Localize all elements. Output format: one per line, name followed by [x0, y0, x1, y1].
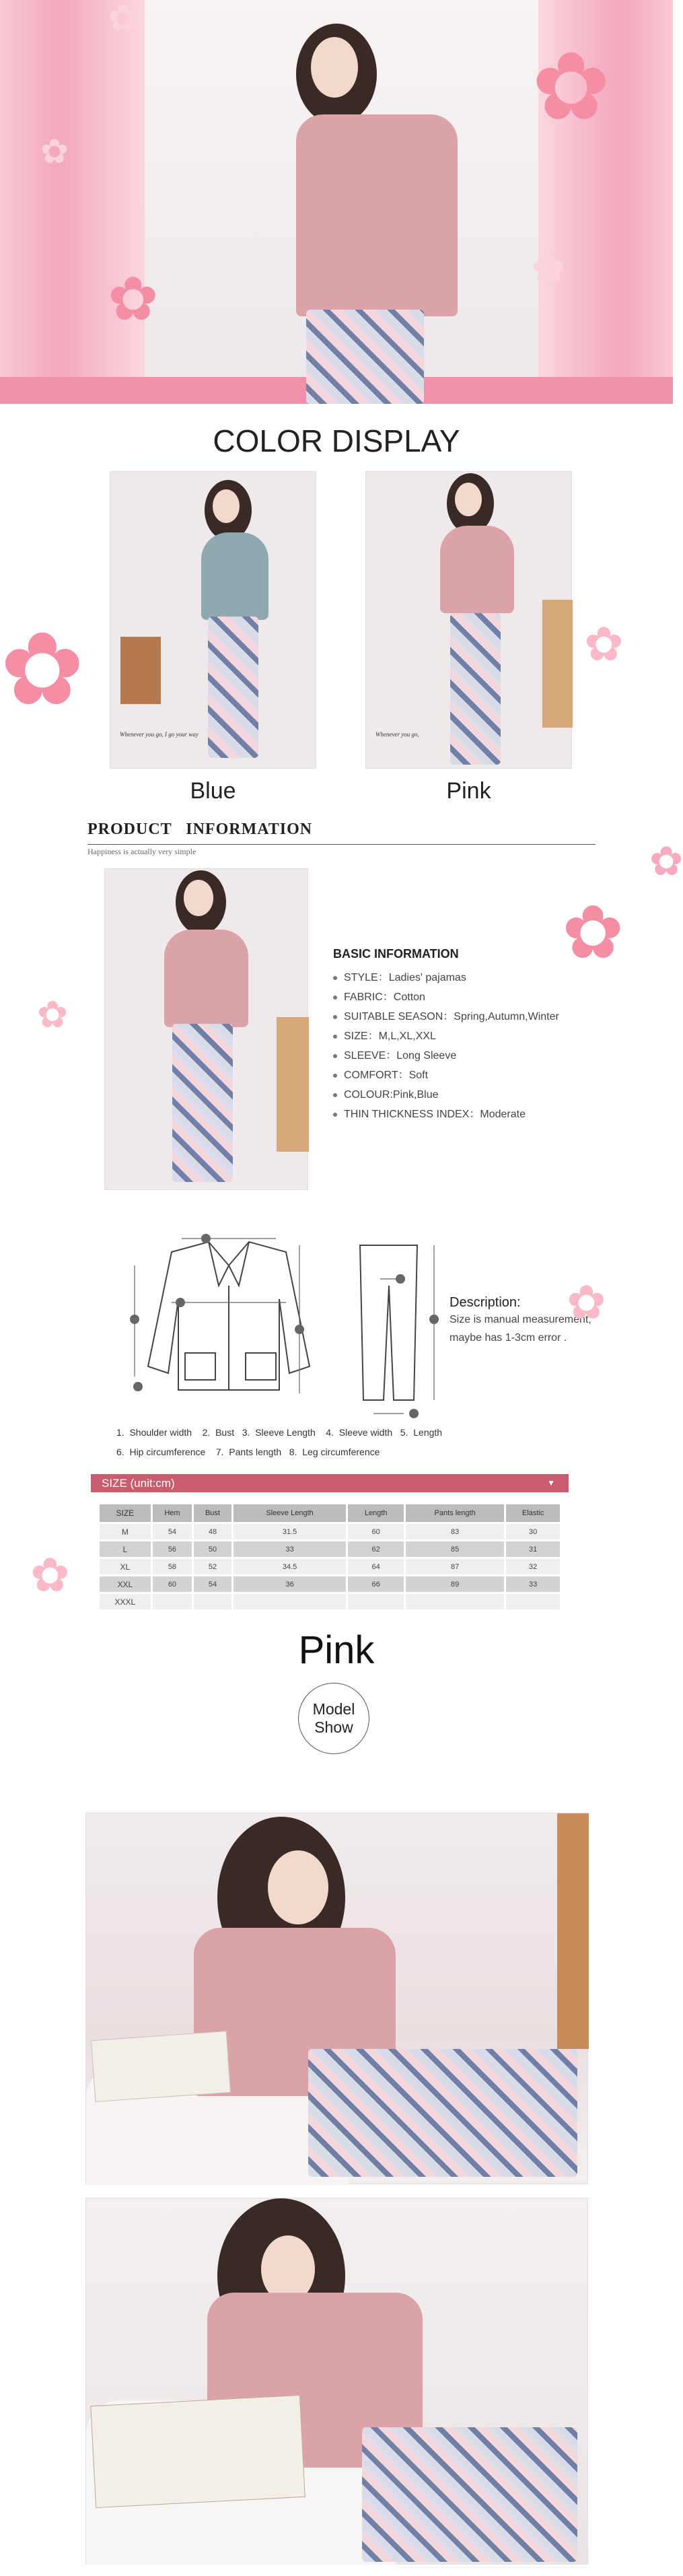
table-cell: 52 [194, 1559, 231, 1574]
product-info-subtitle: Happiness is actually very simple [87, 847, 196, 856]
table-row [100, 1594, 560, 1609]
flower-icon: ✿ [532, 246, 566, 293]
hero-banner [0, 0, 673, 404]
table-cell [506, 1594, 560, 1609]
table-row [100, 1541, 560, 1557]
dresser [277, 1017, 309, 1152]
table-cell: 83 [406, 1524, 504, 1539]
table-cell: 33 [506, 1576, 560, 1592]
measurement-legend: 1. Shoulder width 2. Bust 3. Sleeve Length 4. Sleeve width 5. Length [116, 1427, 443, 1438]
model-face [268, 1850, 328, 1924]
table-cell: M [100, 1524, 151, 1539]
info-text: THIN THICKNESS INDEX：Moderate [344, 1109, 526, 1120]
description-title: Description: [450, 1295, 521, 1310]
table-cell [194, 1594, 231, 1609]
table-cell [233, 1594, 347, 1609]
info-row [333, 1007, 575, 1026]
side-table [120, 637, 161, 704]
hero-model-face [311, 37, 358, 98]
table-cell: 31.5 [233, 1524, 347, 1539]
flower-icon: ✿ [0, 611, 85, 728]
flower-icon: ✿ [108, 0, 139, 40]
bullet-icon [333, 1054, 337, 1058]
pink-variant-photo [365, 471, 572, 769]
size-table-bar [91, 1474, 569, 1492]
table-cell: XL [100, 1559, 151, 1574]
bullet-icon [333, 1093, 337, 1097]
flower-icon: ✿ [562, 889, 624, 975]
flower-icon: ✿ [567, 1275, 606, 1330]
product-photo [104, 868, 308, 1190]
bullet-icon [333, 1074, 337, 1078]
flower-icon: ✿ [532, 32, 611, 142]
bullet-icon [333, 1113, 337, 1117]
table-cell: 85 [406, 1541, 504, 1557]
basic-info-list [333, 947, 575, 1124]
hero-model-pants [306, 310, 424, 404]
bullet-icon [333, 1015, 337, 1019]
model-photo-1 [85, 1813, 588, 2184]
description-line: Size is manual measurement, [450, 1314, 591, 1325]
info-text: FABRIC：Cotton [344, 991, 425, 1003]
table-cell: 30 [506, 1524, 560, 1539]
badge-line: Show [314, 1718, 353, 1736]
measurement-diagram [108, 1185, 458, 1427]
table-cell: 50 [194, 1541, 231, 1557]
table-cell: 33 [233, 1541, 347, 1557]
table-cell: 58 [153, 1559, 192, 1574]
table-header-row [100, 1504, 560, 1522]
badge-line: Model [312, 1700, 355, 1718]
table-cell: 87 [406, 1559, 504, 1574]
table-cell: 66 [348, 1576, 404, 1592]
blue-top [201, 532, 268, 620]
table-cell: XXL [100, 1576, 151, 1592]
pink-label: Pink [446, 778, 491, 804]
pink-pants [308, 2049, 577, 2177]
model-photo-2 [85, 2198, 588, 2565]
info-text: COMFORT：Soft [344, 1070, 429, 1081]
table-row [100, 1559, 560, 1574]
table-cell [406, 1594, 504, 1609]
info-text: COLOUR:Pink,Blue [344, 1089, 439, 1101]
table-cell: 60 [153, 1576, 192, 1592]
table-cell: XXXL [100, 1594, 151, 1609]
basic-info-heading: BASIC INFORMATION [333, 947, 459, 961]
flower-icon: ✿ [37, 993, 69, 1036]
pink-pants [172, 1024, 233, 1182]
bullet-icon [333, 1035, 337, 1039]
info-row [333, 1085, 575, 1105]
pink-pants [450, 613, 501, 765]
flower-icon: ✿ [40, 132, 69, 171]
info-row [333, 1046, 575, 1066]
info-text: SUITABLE SEASON：Spring,Autumn,Winter [344, 1011, 559, 1022]
info-text: STYLE：Ladies' pajamas [344, 972, 466, 983]
info-row [333, 968, 575, 987]
size-bar-label: SIZE (unit:cm) [102, 1477, 175, 1490]
model-face [184, 880, 213, 916]
table-cell: 60 [348, 1524, 404, 1539]
table-cell [348, 1594, 404, 1609]
table-cell [153, 1594, 192, 1609]
table-cell: 32 [506, 1559, 560, 1574]
flower-icon: ✿ [108, 264, 159, 335]
table-cell: L [100, 1541, 151, 1557]
books [91, 2031, 231, 2102]
model-face [455, 483, 482, 516]
column-header: Hem [153, 1504, 192, 1522]
table-row [100, 1576, 560, 1592]
hero-model-top [296, 114, 458, 316]
table-row [100, 1524, 560, 1539]
left-curtain [0, 0, 145, 404]
pink-top [440, 526, 514, 613]
bullet-icon [333, 976, 337, 980]
model-face [213, 489, 240, 523]
table-cell: 31 [506, 1541, 560, 1557]
pink-pants [362, 2427, 577, 2562]
column-header: SIZE [100, 1504, 151, 1522]
photo-caption: Whenever you go, [375, 731, 419, 738]
size-table [98, 1502, 562, 1611]
blue-pants [208, 617, 258, 758]
flower-icon: ✿ [30, 1547, 70, 1603]
info-row [333, 1105, 575, 1124]
divider [87, 844, 596, 845]
model-show-color-title: Pink [298, 1628, 375, 1672]
description-line: maybe has 1-3cm error . [450, 1332, 567, 1344]
dresser [542, 600, 573, 728]
table-cell: 56 [153, 1541, 192, 1557]
measurement-legend: 6. Hip circumference 7. Pants length 8. Leg circumference [116, 1447, 380, 1457]
column-header: Elastic [506, 1504, 560, 1522]
info-row [333, 1066, 575, 1085]
table-cell: 54 [153, 1524, 192, 1539]
pink-top [164, 930, 248, 1027]
info-text: SLEEVE：Long Sleeve [344, 1050, 457, 1061]
table-cell: 54 [194, 1576, 231, 1592]
info-text: SIZE：M,L,XL,XXL [344, 1031, 436, 1042]
photo-caption: Whenever you go, I go your way [120, 731, 199, 738]
caret-down-icon: ▼ [547, 1478, 555, 1488]
blue-label: Blue [190, 778, 236, 804]
product-info-title: PRODUCT INFORMATION [87, 821, 313, 838]
table-cell: 64 [348, 1559, 404, 1574]
column-header: Length [348, 1504, 404, 1522]
open-book [90, 2395, 305, 2508]
color-display-title: COLOR DISPLAY [213, 423, 460, 458]
table-cell: 36 [233, 1576, 347, 1592]
table-cell: 89 [406, 1576, 504, 1592]
table-cell: 48 [194, 1524, 231, 1539]
blue-variant-photo [110, 471, 316, 769]
table-cell: 62 [348, 1541, 404, 1557]
door-frame [557, 1813, 589, 2049]
info-row [333, 987, 575, 1007]
column-header: Pants length [406, 1504, 504, 1522]
column-header: Bust [194, 1504, 231, 1522]
bullet-icon [333, 996, 337, 1000]
info-row [333, 1026, 575, 1046]
flower-icon: ✿ [649, 838, 683, 885]
model-show-badge [298, 1683, 369, 1754]
flower-icon: ✿ [584, 617, 624, 672]
table-cell: 34.5 [233, 1559, 347, 1574]
column-header: Sleeve Length [233, 1504, 347, 1522]
